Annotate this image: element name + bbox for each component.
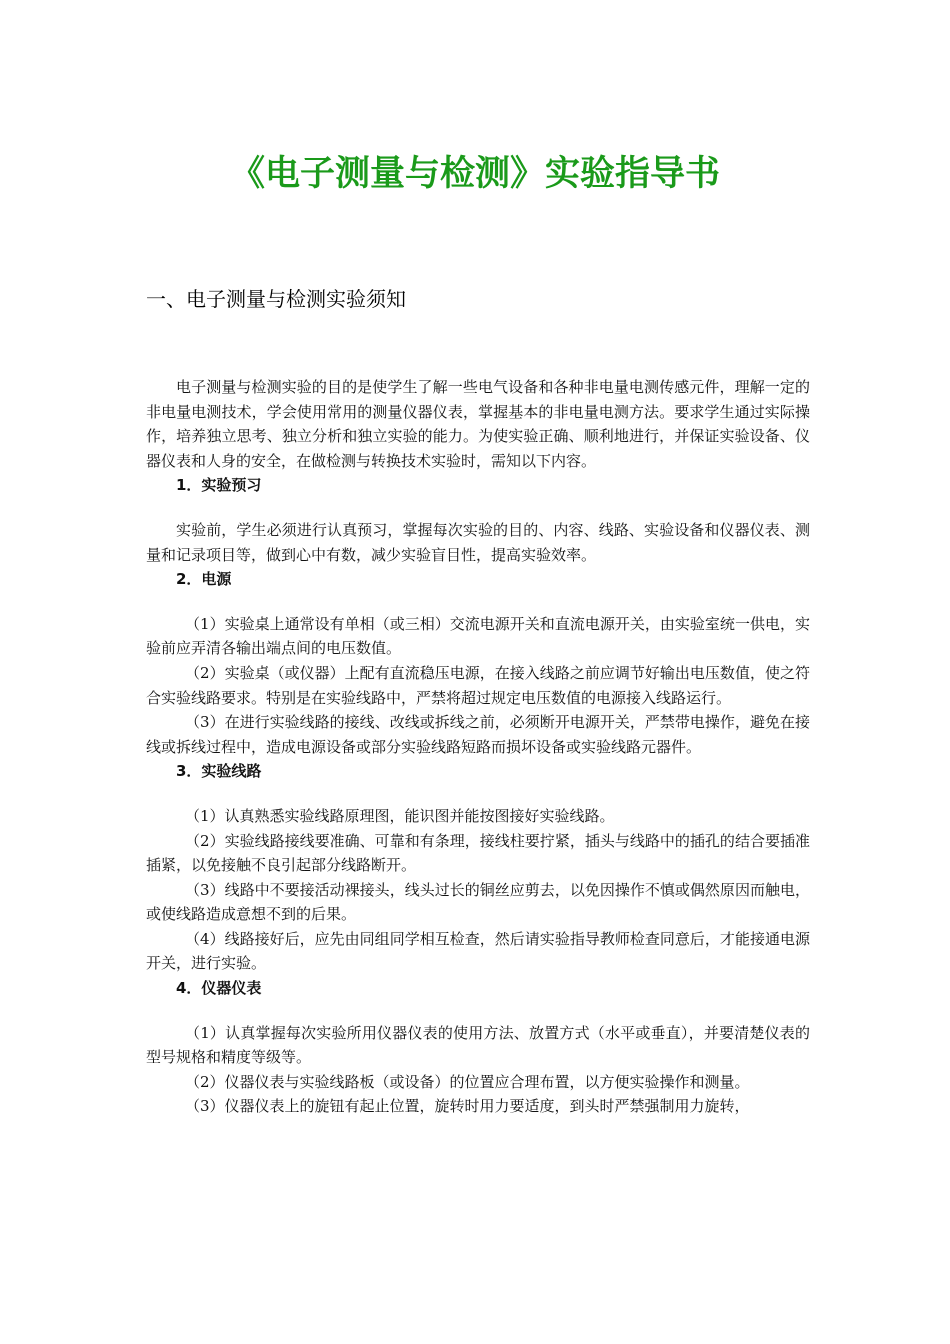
list-item: （2）实验桌（或仪器）上配有直流稳压电源，在接入线路之前应调节好输出电压数值，使之符合实验线路要求。特别是在实验线路中，严禁将超过规定电压数值的电源接入线路运行。 — [146, 663, 810, 707]
list-item: （2）实验线路接线要准确、可靠和有条理，接线柱要拧紧，插头与线路中的插孔的结合要插准插紧，以免接触不良引起部分线路断开。 — [146, 831, 810, 875]
list-item: （3）线路中不要接活动裸接头，线头过长的铜丝应剪去，以免因操作不慎或偶然原因而触电，或使线路造成意想不到的后果。 — [146, 880, 810, 924]
list-item: （1）认真掌握每次实验所用仪器仪表的使用方法、放置方式（水平或垂直），并要清楚仪表的型号规格和精度等级等。 — [146, 1023, 810, 1067]
intro-paragraph: 电子测量与检测实验的目的是使学生了解一些电气设备和各种非电量电测传感元件，理解一定的非电量电测技术，学会使用常用的测量仪器仪表，掌握基本的非电量电测方法。要求学生通过实际操作，培养独立思考、独立分析和独立实验的能力。为使实验正确、顺利地进行，并保证实验设备、仪器仪表和人身的安全，在做检测与转换技术实验时，需知以下内容。 — [146, 378, 810, 470]
section-heading: 一、电子测量与检测实验须知 — [146, 287, 406, 311]
list-item: （3）在进行实验线路的接线、改线或拆线之前，必须断开电源开关，严禁带电操作，避免在接线或拆线过程中，造成电源设备或部分实验线路短路而损坏设备或实验线路元器件。 — [146, 713, 810, 756]
list-item: （4）线路接好后，应先由同组同学相互检查，然后请实验指导教师检查同意后，才能接通电源开关，进行实验。 — [146, 929, 810, 973]
document-title: 《电子测量与检测》实验指导书 — [229, 154, 720, 194]
subheading-circuit: 3．实验线路 — [176, 762, 262, 781]
list-item: （1）实验桌上通常设有单相（或三相）交流电源开关和直流电源开关，由实验室统一供电，实验前应弄清各输出端点间的电压数值。 — [146, 614, 810, 658]
subheading-instruments: 4．仪器仪表 — [176, 979, 262, 998]
paragraph: 实验前，学生必须进行认真预习，掌握每次实验的目的、内容、线路、实验设备和仪器仪表、测量和记录项目等，做到心中有数，减少实验盲目性，提高实验效率。 — [146, 520, 810, 564]
list-item: （3）仪器仪表上的旋钮有起止位置，旋转时用力要适度，到头时严禁强制用力旋转， — [185, 1097, 750, 1116]
subheading-power: 2．电源 — [176, 570, 232, 589]
document-body — [146, 375, 810, 1119]
list-item: （1）认真熟悉实验线路原理图，能识图并能按图接好实验线路。 — [185, 806, 615, 825]
list-item: （2）仪器仪表与实验线路板（或设备）的位置应合理布置，以方便实验操作和测量。 — [185, 1072, 750, 1091]
subheading-preview: 1．实验预习 — [176, 476, 262, 495]
